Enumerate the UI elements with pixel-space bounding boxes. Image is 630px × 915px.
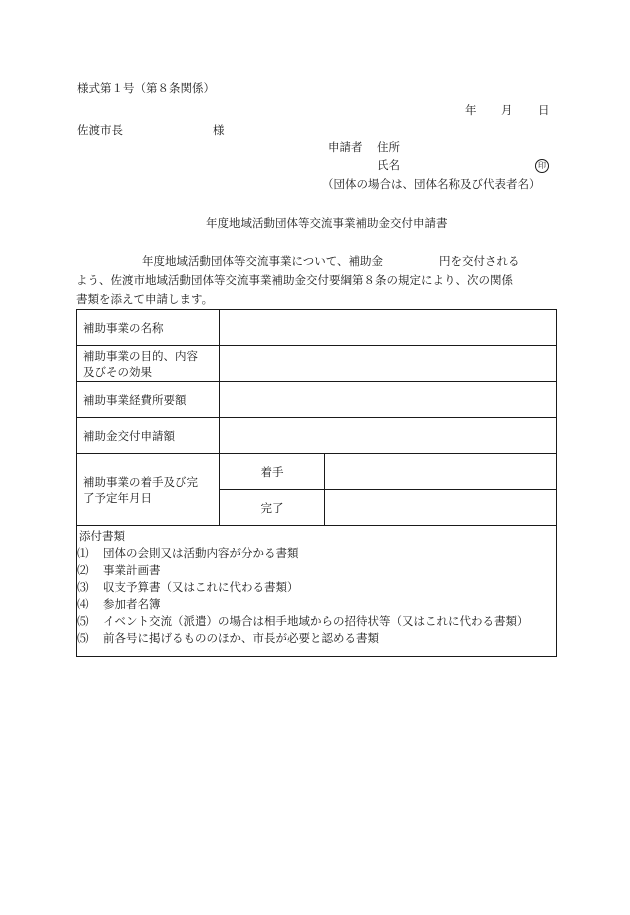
- row-cost: [77, 382, 557, 418]
- row-amount: [77, 418, 557, 454]
- row-schedule-start: [77, 454, 557, 490]
- attachment-text: 前各号に掲げるもののほか、市長が必要と認める書類: [103, 631, 379, 645]
- label-purpose-line-1: 補助事業の目的、内容: [83, 348, 198, 363]
- value-purpose[interactable]: [220, 346, 557, 382]
- value-project-name[interactable]: [220, 310, 557, 346]
- label-amount: 補助金交付申請額: [77, 418, 220, 454]
- label-schedule: [77, 454, 220, 526]
- applicant-label: 申請者: [328, 140, 363, 154]
- body-line-2: よう、佐渡市地域活動団体等交流事業補助金交付要綱第８条の規定により、次の関係: [76, 273, 513, 287]
- attachment-text: 事業計画書: [103, 563, 161, 577]
- attachment-number: ⑸: [77, 631, 89, 645]
- attachments-cell: [77, 526, 557, 657]
- body-paragraph: [76, 252, 556, 309]
- attachment-number: ⑴: [77, 546, 89, 560]
- value-cost[interactable]: [220, 382, 557, 418]
- date-month-label: 月: [501, 103, 513, 117]
- body-line-1: [76, 252, 556, 271]
- attachment-item: [77, 596, 556, 613]
- attachment-item: [77, 613, 556, 630]
- body-line-1b: 円を交付される: [439, 254, 520, 268]
- label-purpose: [77, 346, 220, 382]
- attachment-number: ⑶: [77, 580, 89, 594]
- attachment-number: ⑸: [77, 614, 89, 628]
- document-title: 年度地域活動団体等交流事業補助金交付申請書: [206, 216, 448, 230]
- row-attachments: [77, 526, 557, 657]
- label-schedule-line-1: 補助事業の着手及び完: [83, 474, 198, 489]
- label-project-name: 補助事業の名称: [77, 310, 220, 346]
- application-table: [76, 309, 557, 657]
- attachment-item: [77, 579, 556, 596]
- attachment-item: [77, 562, 556, 579]
- attachment-text: 収支予算書（又はこれに代わる書類）: [103, 580, 299, 594]
- attachment-text: 団体の会則又は活動内容が分かる書類: [103, 546, 299, 560]
- value-end-date[interactable]: [325, 490, 557, 526]
- attachment-text: 参加者名簿: [103, 597, 161, 611]
- label-end: 完了: [220, 490, 325, 526]
- value-start-date[interactable]: [325, 454, 557, 490]
- group-note: （団体の場合は、団体名称及び代表者名）: [322, 177, 541, 191]
- label-start: 着手: [220, 454, 325, 490]
- addressee: 佐渡市長: [77, 123, 123, 137]
- label-purpose-line-2: 及びその効果: [83, 364, 152, 379]
- attachment-number: ⑷: [77, 597, 89, 611]
- value-amount[interactable]: [220, 418, 557, 454]
- attachment-item: [77, 545, 556, 562]
- attachment-number: ⑵: [77, 563, 89, 577]
- body-line-1a: 年度地域活動団体等交流事業について、補助金: [142, 254, 384, 268]
- label-schedule-line-2: 了予定年月日: [83, 490, 152, 505]
- date-day-label: 日: [538, 103, 550, 117]
- address-label: 住所: [377, 140, 400, 154]
- seal-mark: 印: [535, 159, 549, 173]
- attachments-title: 添付書類: [79, 529, 125, 543]
- attachment-item: [77, 630, 556, 647]
- name-label: 氏名: [377, 158, 400, 172]
- label-cost: 補助事業経費所要額: [77, 382, 220, 418]
- row-project-name: [77, 310, 557, 346]
- attachment-text: イベント交流（派遣）の場合は相手地域からの招待状等（又はこれに代わる書類）: [103, 614, 529, 628]
- form-number: 様式第１号（第８条関係）: [77, 81, 215, 95]
- date-year-label: 年: [465, 103, 477, 117]
- body-line-3: 書類を添えて申請します。: [76, 292, 214, 306]
- honorific: 様: [213, 123, 225, 137]
- row-purpose: [77, 346, 557, 382]
